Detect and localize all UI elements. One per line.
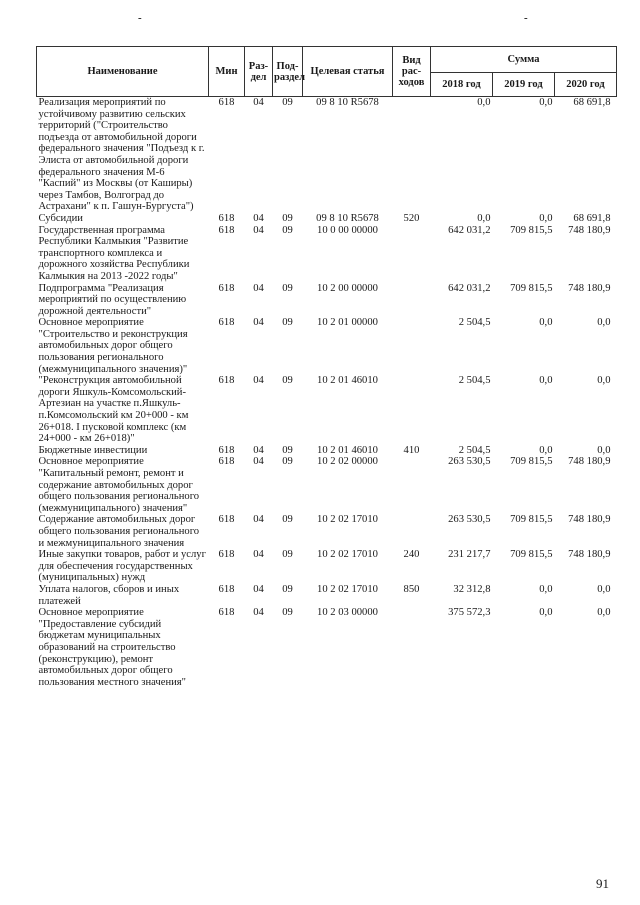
header-target: Целевая статья [303,47,393,97]
row-2018: 231 217,7 [448,549,491,561]
row-2018: 263 530,5 [448,456,491,468]
row-min: 618 [218,456,235,468]
row-podrazdel: 09 [282,282,293,294]
row-vid: 850 [403,583,420,595]
row-2018: 0,0 [477,97,491,108]
top-mark-right: - [524,12,528,24]
header-name: Наименование [37,47,209,97]
row-target: 10 0 00 00000 [317,224,378,236]
top-marks [0,13,640,23]
header-year-2018: 2018 год [431,73,493,97]
row-podrazdel: 09 [282,212,293,224]
row-2020: 0,0 [597,583,611,595]
row-razdel: 04 [253,549,264,561]
row-name: "Реконструкция автомобильной дороги Яшкуль-Комсомольский-Артезиан на участке п.Яшкуль-п.Комсомольский км 20+000 - км 26+018. I пусковой комплекс (км 24+000 - км 26+018)" [38,375,189,445]
table-row [37,584,617,607]
row-podrazdel: 09 [282,456,293,468]
row-2019: 0,0 [539,317,553,329]
row-2018: 642 031,2 [448,282,491,294]
row-min: 618 [218,607,235,619]
header-vid: Вид рас-ходов [393,47,431,97]
table-row [37,97,617,213]
row-razdel: 04 [253,444,264,456]
row-2018: 263 530,5 [448,514,491,526]
row-2020: 68 691,8 [573,212,611,224]
row-2020: 748 180,9 [568,514,611,526]
row-target: 10 2 01 46010 [317,444,378,456]
table-row [37,375,617,445]
row-2019: 709 815,5 [510,514,553,526]
row-podrazdel: 09 [282,97,293,108]
row-min: 618 [218,97,235,108]
table-row [37,225,617,283]
row-razdel: 04 [253,375,264,387]
row-vid: 240 [403,549,420,561]
row-podrazdel: 09 [282,607,293,619]
row-min: 618 [218,583,235,595]
row-name: Основное мероприятие "Предоставление субсидий бюджетам муниципальных образований на строительство (реконструкцию), ремонт автомобильных дорог общего пользования местного значения" [38,607,186,688]
row-name: Уплата налогов, сборов и иных платежей [38,583,180,607]
row-2019: 0,0 [539,607,553,619]
row-podrazdel: 09 [282,224,293,236]
row-min: 618 [218,212,235,224]
table-row [37,607,617,688]
row-2020: 68 691,8 [573,97,611,108]
row-razdel: 04 [253,224,264,236]
row-2018: 2 504,5 [458,317,491,329]
row-razdel: 04 [253,514,264,526]
row-vid: 410 [403,444,420,456]
row-razdel: 04 [253,282,264,294]
row-2018: 642 031,2 [448,224,491,236]
row-name: Субсидии [38,212,83,224]
row-target: 10 2 00 00000 [317,282,378,294]
row-razdel: 04 [253,456,264,468]
row-2019: 709 815,5 [510,456,553,468]
row-target: 09 8 10 R5678 [316,212,379,224]
row-vid [393,283,431,318]
row-vid [393,317,431,375]
row-target: 10 2 01 46010 [317,375,378,387]
row-razdel: 04 [253,607,264,619]
row-2018: 2 504,5 [458,375,491,387]
row-target: 10 2 02 17010 [317,549,378,561]
row-min: 618 [218,317,235,329]
row-2019: 709 815,5 [510,549,553,561]
row-2020: 748 180,9 [568,549,611,561]
row-target: 09 8 10 R5678 [316,97,379,108]
row-name: Содержание автомобильных дорог общего пользования регионального и межмуниципального значения [38,514,200,549]
header-razdel: Раз-дел [245,47,273,97]
row-vid [393,456,431,514]
row-2018: 375 572,3 [448,607,491,619]
row-name: Бюджетные инвестиции [38,444,148,456]
table-body [37,97,617,689]
row-2019: 0,0 [539,444,553,456]
row-podrazdel: 09 [282,514,293,526]
table-row [37,445,617,457]
row-2020: 748 180,9 [568,282,611,294]
row-razdel: 04 [253,317,264,329]
row-2020: 748 180,9 [568,456,611,468]
row-name: Реализация мероприятий по устойчивому развитию сельских территорий ("Строительство подъезда от автомобильной дороги федерального значения "Подъезд к г. Элиста от автомобильной дороги федерального значения М-6 "Каспий" из Москвы (от Каширы) через Тамбов, Волгоград до Астрахани" к п. Гашун-Бургуста") [38,97,205,213]
header-summa: Сумма [431,47,617,73]
row-name: Подпрограмма "Реализация мероприятий по осуществлению дорожной деятельности" [38,282,187,317]
row-min: 618 [218,375,235,387]
row-min: 618 [218,549,235,561]
header-year-2019: 2019 год [493,73,555,97]
row-min: 618 [218,444,235,456]
table-row [37,549,617,584]
table-row [37,456,617,514]
row-podrazdel: 09 [282,444,293,456]
row-2019: 709 815,5 [510,224,553,236]
row-name: Иные закупки товаров, работ и услуг для обеспечения государственных (муниципальных) нужд [38,549,206,584]
table-row [37,283,617,318]
row-2019: 0,0 [539,375,553,387]
row-vid [393,375,431,445]
header-podrazdel: Под-раздел [273,47,303,97]
row-razdel: 04 [253,212,264,224]
row-target: 10 2 01 00000 [317,317,378,329]
row-2018: 2 504,5 [458,444,491,456]
row-podrazdel: 09 [282,583,293,595]
row-min: 618 [218,224,235,236]
budget-table [36,46,617,688]
row-min: 618 [218,282,235,294]
row-name: Основное мероприятие "Строительство и реконструкция автомобильных дорог общего пользования регионального (межмуниципального значения)" [38,317,188,375]
row-2020: 748 180,9 [568,224,611,236]
row-name: Государственная программа Республики Калмыкия "Развитие транспортного комплекса и дорожного хозяйства Республики Калмыкия на 2013 -2022 годы" [38,224,190,282]
row-name: Основное мероприятие "Капитальный ремонт, ремонт и содержание автомобильных дорог общего пользования регионального (межмуниципального) значения" [38,456,200,514]
row-target: 10 2 02 00000 [317,456,378,468]
row-2020: 0,0 [597,444,611,456]
row-min: 618 [218,514,235,526]
row-2020: 0,0 [597,607,611,619]
page-number: 91 [596,876,609,891]
row-2018: 0,0 [477,212,491,224]
row-podrazdel: 09 [282,549,293,561]
row-2020: 0,0 [597,375,611,387]
row-2020: 0,0 [597,317,611,329]
row-vid [393,607,431,688]
row-target: 10 2 02 17010 [317,583,378,595]
row-razdel: 04 [253,583,264,595]
top-mark-left: - [138,12,142,24]
row-2019: 709 815,5 [510,282,553,294]
row-2019: 0,0 [539,97,553,108]
table-row [37,317,617,375]
table-row [37,514,617,549]
row-vid [393,225,431,283]
row-2018: 32 312,8 [453,583,491,595]
row-podrazdel: 09 [282,317,293,329]
row-2019: 0,0 [539,583,553,595]
row-vid: 520 [403,212,420,224]
table-row [37,213,617,225]
row-vid [393,97,431,213]
header-min: Мин [209,47,245,97]
row-target: 10 2 03 00000 [317,607,378,619]
row-razdel: 04 [253,97,264,108]
header-year-2020: 2020 год [555,73,617,97]
row-podrazdel: 09 [282,375,293,387]
row-vid [393,514,431,549]
row-2019: 0,0 [539,212,553,224]
row-target: 10 2 02 17010 [317,514,378,526]
